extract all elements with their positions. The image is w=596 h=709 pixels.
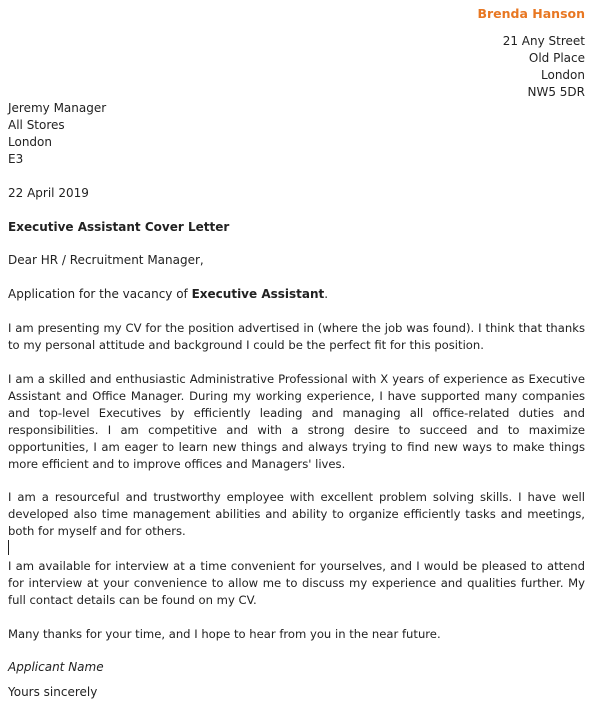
body-paragraph: I am available for interview at a time convenient for yourselves, and I would be pleased to attend for interview at your convenience to allow me to discuss my experience and qualities further. My full contact details can be found on my CV. [8,559,585,607]
body-paragraph: I am presenting my CV for the position advertised in (where the job was found). I think that thanks to my personal attitude and background I could be the perfect fit for this position. [8,321,585,352]
body-paragraph: I am a skilled and enthusiastic Administrative Professional with X years of experience as Executive Assistant and Office Manager. During my working experience, I have supported many companies and top-level Executives by efficiently leading and managing all office-related duties and responsibilities. I am competitive and with a strong desire to succeed and to maximize opportunities, I am eager to learn new things and always trying to find new ways to make things more efficient and to improve offices and Managers' lives. [8,372,585,471]
application-position: Executive Assistant [191,287,325,301]
text-cursor [8,540,9,555]
body-paragraph: Many thanks for your time, and I hope to hear from you in the near future. [8,627,441,641]
recipient-address-line: All Stores [8,118,65,132]
sender-address-line: Old Place [528,51,585,65]
sender-address-line: London [541,68,585,82]
letter-date: 22 April 2019 [8,186,89,200]
application-prefix: Application for the vacancy of [8,287,192,301]
body-paragraph: I am a resourceful and trustworthy employee with excellent problem solving skills. I have well developed also time management abilities and ability to organize efficiently tasks and meetings, both for myself and for others. [8,490,585,538]
closing-line: Yours sincerely [8,685,98,699]
salutation: Dear HR / Recruitment Manager, [8,253,204,267]
recipient-address-line: E3 [8,152,24,166]
letter-subject: Executive Assistant Cover Letter [8,220,230,234]
recipient-address-line: Jeremy Manager [8,101,107,115]
sender-address [503,33,585,101]
applicant-signature: Applicant Name [8,660,104,674]
recipient-address-line: London [8,135,52,149]
cover-letter-document[interactable] [8,0,585,709]
application-suffix: . [324,287,329,301]
sender-address-line: NW5 5DR [527,85,585,99]
application-line [8,286,328,303]
recipient-address [8,100,106,168]
sender-name: Brenda Hanson [477,6,585,21]
sender-address-line: 21 Any Street [502,34,585,48]
